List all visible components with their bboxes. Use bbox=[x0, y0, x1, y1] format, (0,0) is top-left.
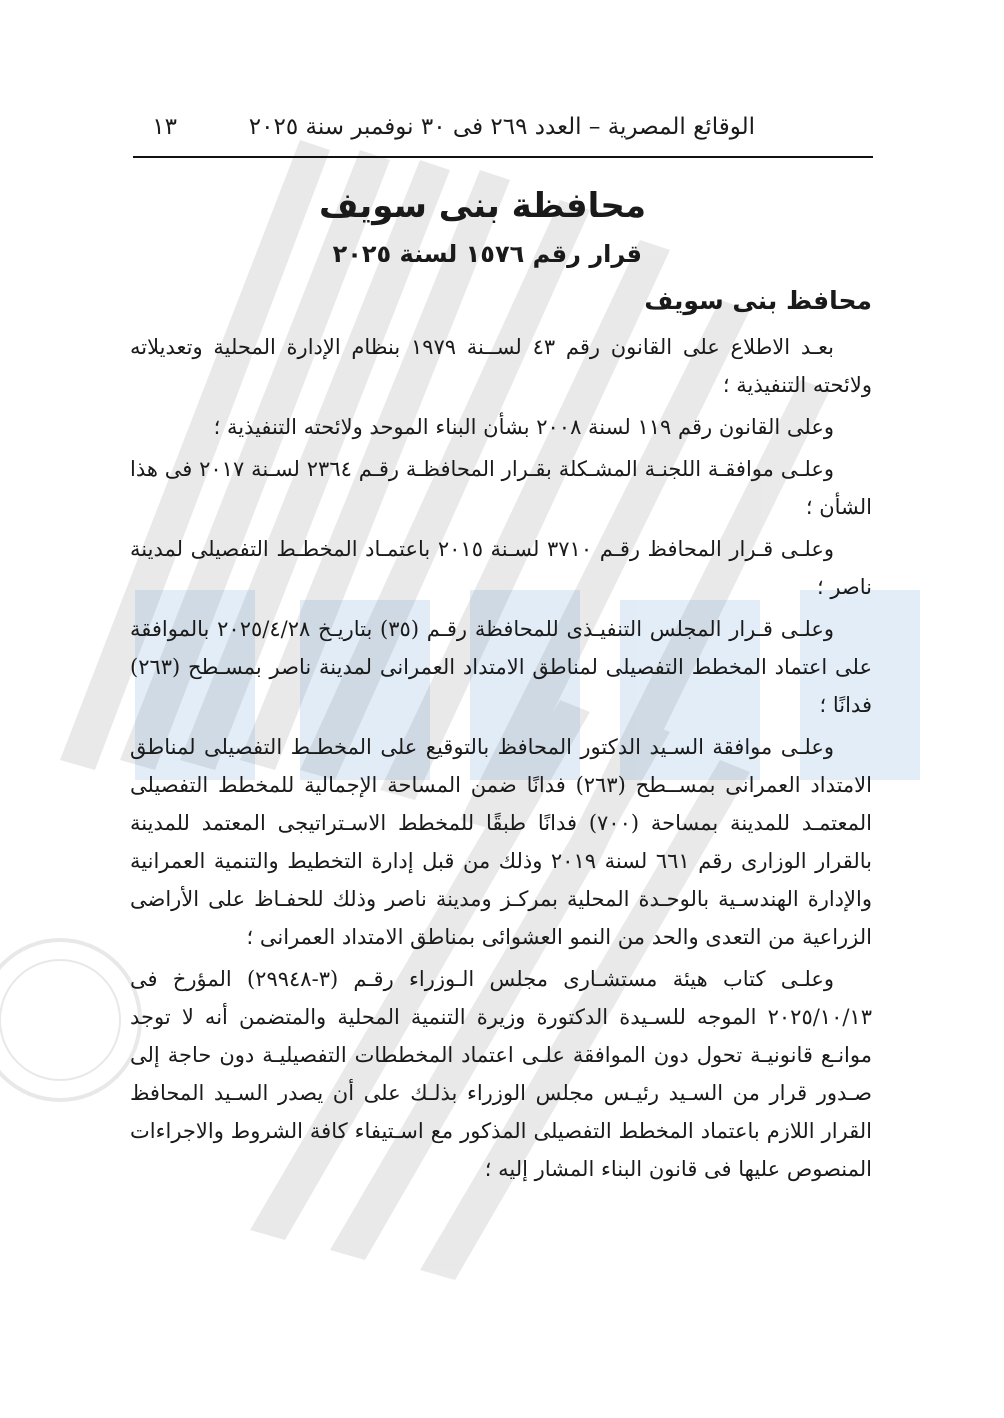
watermark-seal bbox=[0, 940, 140, 1100]
paragraph: بعـد الاطلاع على القانون رقم ٤٣ لســنة ١٩٧٩ بنظام الإدارة المحلية وتعديلاته ولائحته التنفيذية ؛ bbox=[130, 335, 872, 397]
paragraph: وعلـى موافقـة اللجنـة المشـكلة بقـرار المحافظـة رقـم ٢٣٦٤ لسـنة ٢٠١٧ فى هذا الشأن ؛ bbox=[130, 457, 872, 519]
paragraph: وعلى القانون رقم ١١٩ لسنة ٢٠٠٨ بشأن البناء الموحد ولائحته التنفيذية ؛ bbox=[213, 415, 834, 439]
decree-body bbox=[130, 328, 872, 1192]
running-header bbox=[133, 108, 873, 152]
header-divider bbox=[133, 156, 873, 158]
governorate-title: محافظة بنى سويف bbox=[318, 186, 646, 226]
paragraph: وعلـى موافقة السـيد الدكتور المحافظ بالتوقيع على المخطـط التفصيلى لمناطق الامتداد العمرانى بمســطح (٢٦٣) فدانًا ضمن المساحة الإجمالية للمخطط التفصيلى المعتمـد للمدينة بمساحة (٧٠٠) فدانًا طبقًا للمخطط الاسـتراتيجى المعتمد للمدينة بالقرار الوزارى رقم ٦٦١ لسنة ٢٠١٩ وذلك من قبل إدارة التخطيط والتنمية العمرانية والإدارة الهندسـية بالوحـدة المحلية بمركـز ومدينة ناصر وذلك للحفـاظ على الأراضى الزراعية من التعدى والحد من النمو العشوائى بمناطق الامتداد العمرانى ؛ bbox=[130, 735, 872, 949]
running-title: الوقائع المصرية – العدد ٢٦٩ فى ٣٠ نوفمبر سنة ٢٠٢٥ bbox=[248, 114, 755, 140]
paragraph: وعلـى قـرار المحافظ رقـم ٣٧١٠ لسـنة ٢٠١٥ باعتمـاد المخطـط التفصيلى لمدينة ناصر ؛ bbox=[130, 537, 872, 599]
paragraph: وعلـى قـرار المجلس التنفيـذى للمحافظة رقـم (٣٥) بتاريـخ ٢٠٢٥/٤/٢٨ بالموافقة على اعتماد المخطط التفصيلى لمناطق الامتداد العمرانى لمدينة ناصر بمسـطح (٢٦٣) فدانًا ؛ bbox=[130, 617, 872, 717]
issuer-heading: محافظ بنى سويف bbox=[644, 286, 872, 315]
paragraph: وعلـى كتاب هيئة مستشـارى مجلس الـوزراء رقـم (٣-٢٩٩٤٨) المؤرخ فى ٢٠٢٥/١٠/١٣ الموجه للسـيدة الدكتورة وزيرة التنمية المحلية والمتضمن أنه لا توجد موانـع قانونيـة تحول دون الموافقة علـى اعتماد المخططات التفصيليـة دون حاجة إلى صـدور قرار من السـيد رئيـس مجلس الوزراء بذلـك على أن يصدر السـيد المحافظ القرار اللازم باعتماد المخطط التفصيلى المذكور مع اسـتيفاء كافة الشروط والاجراءات المنصوص عليها فى قانون البناء المشار إليه ؛ bbox=[130, 967, 872, 1181]
decision-title: قرار رقم ١٥٧٦ لسنة ٢٠٢٥ bbox=[332, 240, 642, 268]
page-number: ١٣ bbox=[152, 114, 177, 140]
